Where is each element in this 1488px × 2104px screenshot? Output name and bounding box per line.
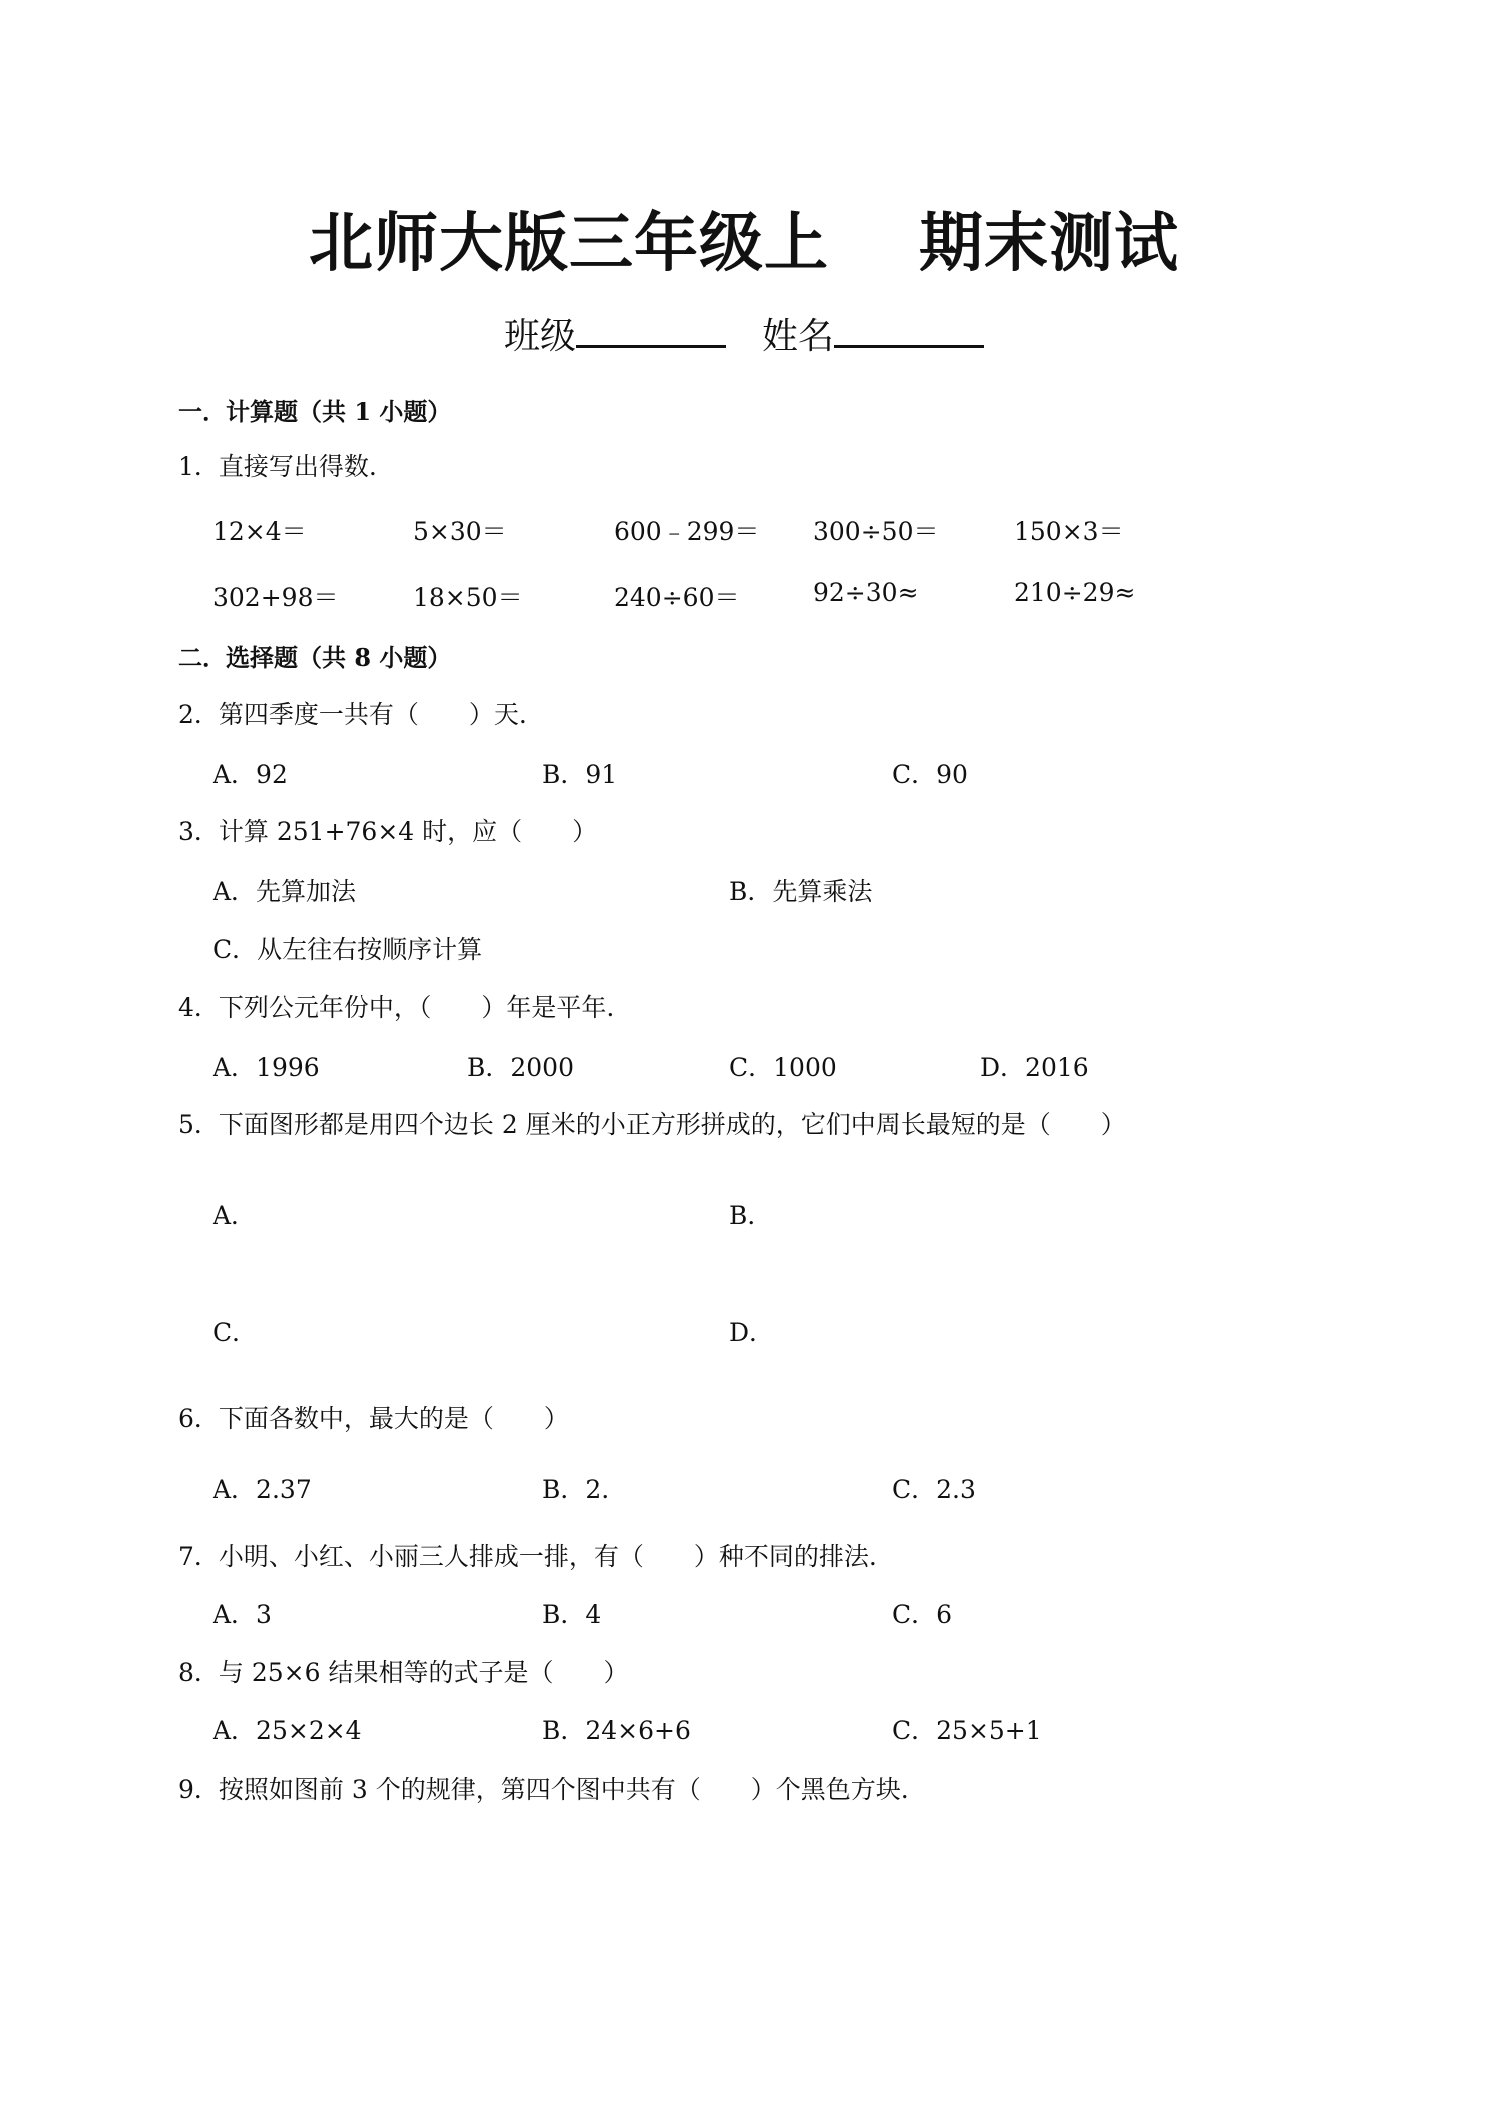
section-heading-calculation: 一．计算题（共 1 小题） [178, 397, 452, 426]
option-c[interactable]: C．1000 [729, 1053, 837, 1082]
calc-item: 18×50＝ [413, 583, 523, 612]
question-2: 2．第四季度一共有（ ）天. [178, 700, 527, 729]
question-7: 7．小明、小红、小丽三人排成一排，有（ ）种不同的排法. [178, 1542, 877, 1571]
name-label: 姓名 [762, 316, 835, 357]
option-d[interactable]: D．2016 [980, 1053, 1089, 1082]
section-heading-choice: 二．选择题（共 8 小题） [178, 643, 452, 672]
option-a[interactable]: A．25×2×4 [213, 1716, 362, 1745]
option-a[interactable]: A．3 [213, 1600, 272, 1629]
question-9: 9．按照如图前 3 个的规律，第四个图中共有（ ）个黑色方块. [178, 1775, 909, 1804]
calc-item: 300÷50＝ [813, 517, 939, 546]
option-a[interactable]: A． [213, 1201, 257, 1230]
calc-item: 302+98＝ [213, 583, 339, 612]
option-c[interactable]: C．25×5+1 [892, 1716, 1042, 1745]
calc-item: 12×4＝ [213, 517, 307, 546]
question-6: 6．下面各数中，最大的是（ ） [178, 1404, 569, 1433]
class-blank[interactable] [576, 311, 726, 348]
option-b[interactable]: B． [729, 1201, 773, 1230]
option-b[interactable]: B．24×6+6 [542, 1716, 691, 1745]
student-info-line [0, 308, 1488, 359]
question-4: 4．下列公元年份中，（ ）年是平年. [178, 993, 615, 1022]
question-1: 1．直接写出得数. [178, 452, 377, 481]
question-8: 8．与 25×6 结果相等的式子是（ ） [178, 1658, 629, 1687]
calc-item: 240÷60＝ [614, 583, 740, 612]
option-d[interactable]: D． [729, 1318, 775, 1347]
option-b[interactable]: B．2. [542, 1475, 610, 1504]
option-a[interactable]: A．92 [213, 760, 288, 789]
title-left: 北师大版三年级上 [309, 207, 829, 281]
calc-item: 92÷30≈ [813, 578, 919, 607]
option-c[interactable]: C．6 [892, 1600, 953, 1629]
option-c[interactable]: C．2.3 [892, 1475, 976, 1504]
class-label: 班级 [503, 316, 576, 357]
option-c[interactable]: C．从左往右按顺序计算 [213, 935, 483, 964]
option-b[interactable]: B．先算乘法 [729, 877, 873, 906]
option-c[interactable]: C．90 [892, 760, 968, 789]
option-a[interactable]: A．1996 [213, 1053, 320, 1082]
question-3: 3．计算 251+76×4 时，应（ ） [178, 817, 598, 846]
calc-item: 210÷29≈ [1014, 578, 1136, 607]
calc-item: 600﹣299＝ [614, 517, 760, 546]
name-blank[interactable] [834, 311, 984, 348]
title-right: 期末测试 [919, 207, 1179, 281]
option-a[interactable]: A．先算加法 [213, 877, 357, 906]
calc-item: 5×30＝ [413, 517, 507, 546]
option-b[interactable]: B．4 [542, 1600, 602, 1629]
option-b[interactable]: B．2000 [467, 1053, 574, 1082]
option-b[interactable]: B．91 [542, 760, 618, 789]
page-title [0, 192, 1488, 284]
question-5: 5．下面图形都是用四个边长 2 厘米的小正方形拼成的，它们中周长最短的是（ ） [178, 1110, 1126, 1139]
option-c[interactable]: C． [213, 1318, 258, 1347]
option-a[interactable]: A．2.37 [213, 1475, 312, 1504]
calc-item: 150×3＝ [1014, 517, 1124, 546]
